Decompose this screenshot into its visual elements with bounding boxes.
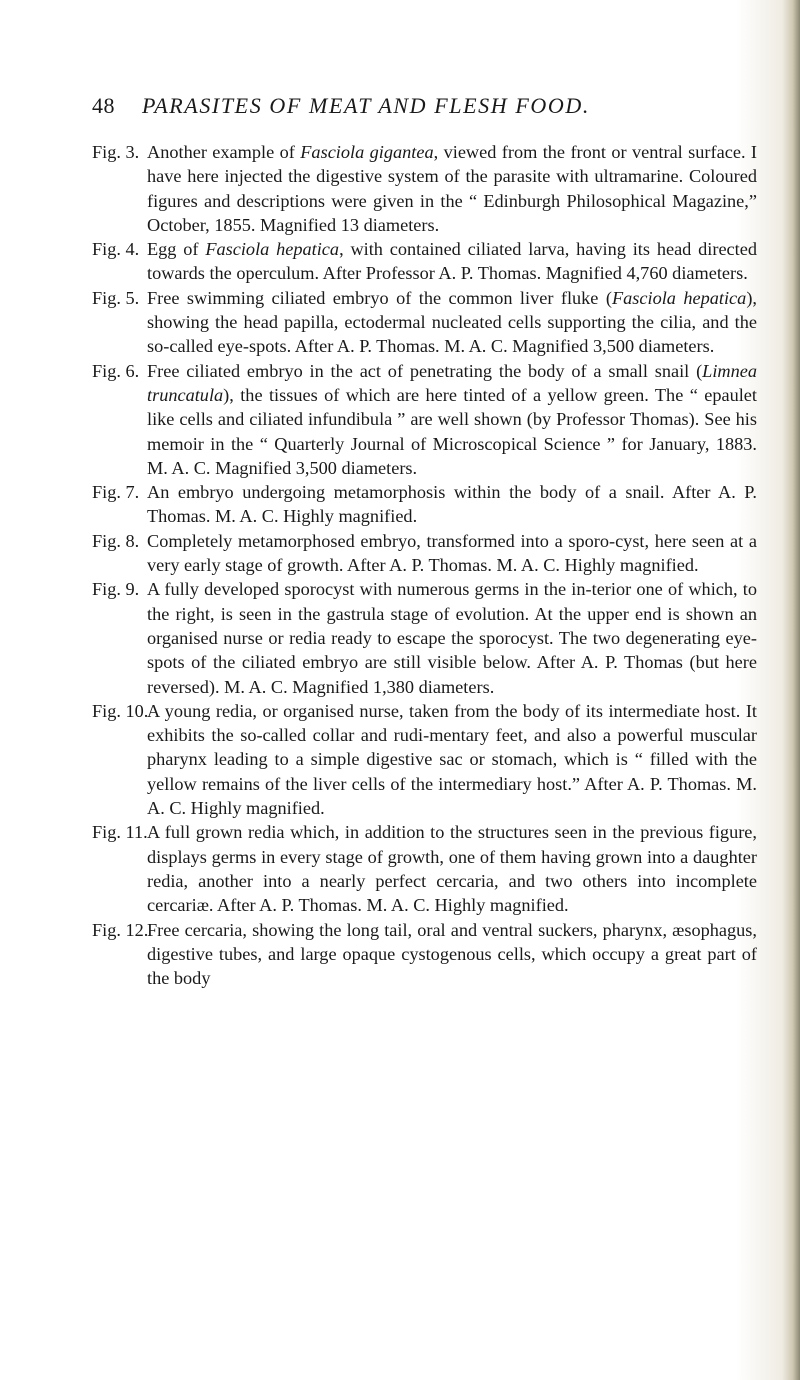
figure-label: Fig. 9.: [92, 579, 140, 600]
description-text: A fully developed sporocyst with numerous germs in the in-terior one of which, to the right, is seen in the gastrula stage of evolution. At the upper end is shown an organised nurse or redia ready to escape the sporocyst. The two degenerating eye-spots of the ciliated embryo are still visible below. After A. P. Thomas (but here reversed). M. A. C. Magnified 1,380 diameters.: [147, 579, 757, 697]
figure-description: [147, 579, 757, 696]
figure-description: [147, 482, 757, 526]
figure-descriptions: [92, 140, 757, 990]
page-edge-shadow: [782, 0, 800, 1380]
figure-description: [147, 531, 757, 575]
figure-description: [147, 701, 757, 818]
description-text: Free cercaria, showing the long tail, oral and ventral suckers, pharynx, æsophagus, digestive tubes, and large opaque cystogenous cells, which occupy a great part of the body: [147, 919, 757, 989]
figure-label: Fig. 5.: [92, 287, 140, 308]
figure-entry: [92, 359, 757, 480]
figure-description: [147, 288, 757, 357]
figure-description: [147, 239, 757, 283]
figure-entry: [92, 577, 757, 698]
figure-entry: [92, 699, 757, 820]
figure-label: Fig. 4.: [92, 239, 140, 260]
description-text: , with contained ciliated larva, having its head directed towards the operculum. After Professor A. P. Thomas. Magnified 4,760 diameters.: [147, 239, 758, 284]
page-number: 48: [92, 93, 115, 118]
description-text: Free ciliated embryo in the act of penetrating the body of a small snail (: [147, 360, 703, 381]
description-text: A full grown redia which, in addition to the structures seen in the previous figure, displays germs in every stage of growth, one of them having grown into a daughter redia, another into a nearly perfect cercaria, and two others into incomplete cercariæ. After A. P. Thomas. M. A. C. Highly magnified.: [147, 822, 757, 916]
figure-entry: [92, 529, 757, 578]
figure-label: Fig. 6.: [92, 360, 140, 381]
description-text: Egg of: [147, 239, 206, 260]
species-name: Limnea truncatula: [147, 360, 757, 405]
figure-label: Fig. 7.: [92, 482, 140, 503]
figure-label: Fig. 10.: [92, 700, 149, 721]
description-text: A young redia, or organised nurse, taken from the body of its intermediate host. It exhibits the so-called collar and rudi-mentary feet, and also a powerful muscular pharynx leading to a simple digestive sac or stomach, which is “ filled with the yellow remains of the liver cells of the intermediary host.” After A. P. Thomas. M. A. C. Highly magnified.: [147, 700, 757, 819]
figure-entry: [92, 918, 757, 991]
description-text: Free swimming ciliated embryo of the common liver fluke (: [147, 287, 612, 308]
description-text: ), showing the head papilla, ectodermal nucleated cells supporting the cilia, and the so-called eye-spots. After A. P. Thomas. M. A. C. Magnified 3,500 diameters.: [147, 287, 757, 357]
running-head: [92, 93, 752, 123]
figure-label: Fig. 11.: [92, 822, 148, 843]
figure-entry: [92, 237, 757, 286]
figure-label: Fig. 3.: [92, 142, 140, 162]
figure-entry: [92, 140, 757, 237]
running-title: PARASITES OF MEAT AND FLESH FOOD.: [142, 93, 590, 118]
description-text: An embryo undergoing metamorphosis within the body of a snail. After A. P. Thomas. M. A. C. Highly magnified.: [147, 482, 757, 527]
description-text: ), the tissues of which are here tinted of a yellow green. The “ epaulet like cells and ciliated infundibula ” are well shown (by Professor Thomas). See his memoir in the “ Quarterly Journal of Microscopical Science ” for January, 1883. M. A. C. Magnified 3,500 diameters.: [147, 384, 757, 478]
description-text: Another example of: [147, 142, 301, 162]
description-text: Completely metamorphosed embryo, transformed into a sporo-cyst, here seen at a very early stage of growth. After A. P. Thomas. M. A. C. Highly magnified.: [147, 530, 757, 576]
figure-description: [147, 142, 757, 235]
figure-description: [147, 920, 757, 989]
figure-entry: [92, 820, 757, 917]
figure-description: [147, 361, 757, 478]
figure-description: [147, 822, 757, 915]
description-text: , viewed from the front or ventral surface. I have here injected the digestive system of the parasite with ultramarine. Coloured figures and descriptions were given in the “ Edinburgh Philosophical Magazine,” October, 1855. Magnified 13 diameters.: [147, 142, 757, 235]
species-name: Fasciola gigantea: [300, 142, 434, 162]
figure-label: Fig. 8.: [92, 530, 140, 551]
species-name: Fasciola hepatica: [205, 239, 340, 260]
figure-entry: [92, 480, 757, 529]
figure-entry: [92, 286, 757, 359]
species-name: Fasciola hepatica: [611, 287, 747, 308]
figure-label: Fig. 12.: [92, 919, 149, 940]
